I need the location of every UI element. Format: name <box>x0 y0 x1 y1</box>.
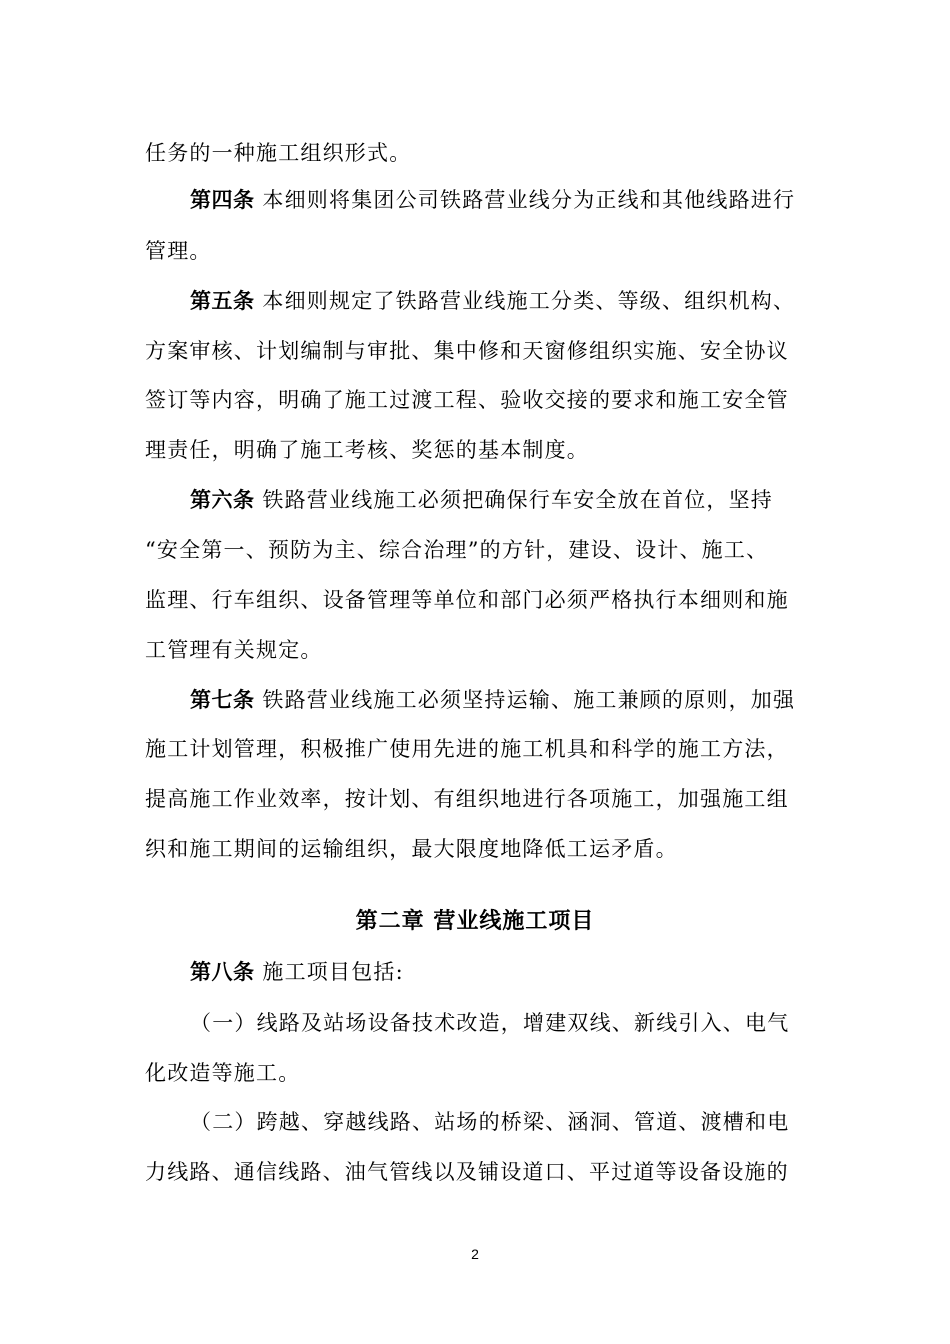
article-7-line-2: 施工计划管理，积极推广使用先进的施工机具和科学的施工方法， <box>145 737 789 761</box>
article-6-line-3: 监理、行车组织、设备管理等单位和部门必须严格执行本细则和施 <box>145 588 789 612</box>
article-4-line-2: 管理。 <box>145 239 212 263</box>
article-6-text: 铁路营业线施工必须把确保行车安全放在首位，坚持 <box>262 488 773 512</box>
article-5-label: 第五条 <box>190 289 255 313</box>
article-8-text: 施工项目包括: <box>262 960 404 984</box>
paragraph-line: 任务的一种施工组织形式。 <box>145 141 412 165</box>
article-5-line-3: 签订等内容，明确了施工过渡工程、验收交接的要求和施工安全管 <box>145 388 789 412</box>
article-7-line-1 <box>190 684 805 716</box>
article-4-line-1 <box>190 184 805 216</box>
article-7-label: 第七条 <box>190 688 255 712</box>
article-6-line-1 <box>190 484 805 516</box>
chapter-heading: 第二章 营业线施工项目 <box>355 909 595 934</box>
article-8-label: 第八条 <box>190 960 255 984</box>
page-number: 2 <box>471 1246 479 1262</box>
item-2-line-1: （二）跨越、穿越线路、站场的桥梁、涵洞、管道、渡槽和电 <box>190 1110 790 1134</box>
article-7-line-4: 织和施工期间的运输组织，最大限度地降低工运矛盾。 <box>145 837 678 861</box>
article-8-line-1 <box>190 956 805 988</box>
article-5-line-2: 方案审核、计划编制与审批、集中修和天窗修组织实施、安全协议 <box>145 339 789 363</box>
article-4-label: 第四条 <box>190 188 255 212</box>
item-1-line-1: （一）线路及站场设备技术改造，增建双线、新线引入、电气 <box>190 1011 790 1035</box>
article-6-line-2: “安全第一、预防为主、综合治理”的方针，建设、设计、施工、 <box>145 538 769 562</box>
article-4-text: 本细则将集团公司铁路营业线分为正线和其他线路进行 <box>262 188 796 212</box>
article-5-line-4: 理责任，明确了施工考核、奖惩的基本制度。 <box>145 438 589 462</box>
article-5-text: 本细则规定了铁路营业线施工分类、等级、组织机构、 <box>262 289 796 313</box>
item-1-line-2: 化改造等施工。 <box>145 1061 301 1085</box>
article-7-line-3: 提高施工作业效率，按计划、有组织地进行各项施工，加强施工组 <box>145 787 789 811</box>
article-6-label: 第六条 <box>190 488 255 512</box>
item-2-line-2: 力线路、通信线路、油气管线以及铺设道口、平过道等设备设施的 <box>145 1160 789 1184</box>
article-6-line-4: 工管理有关规定。 <box>145 638 323 662</box>
article-7-text: 铁路营业线施工必须坚持运输、施工兼顾的原则，加强 <box>262 688 796 712</box>
article-5-line-1 <box>190 285 805 317</box>
